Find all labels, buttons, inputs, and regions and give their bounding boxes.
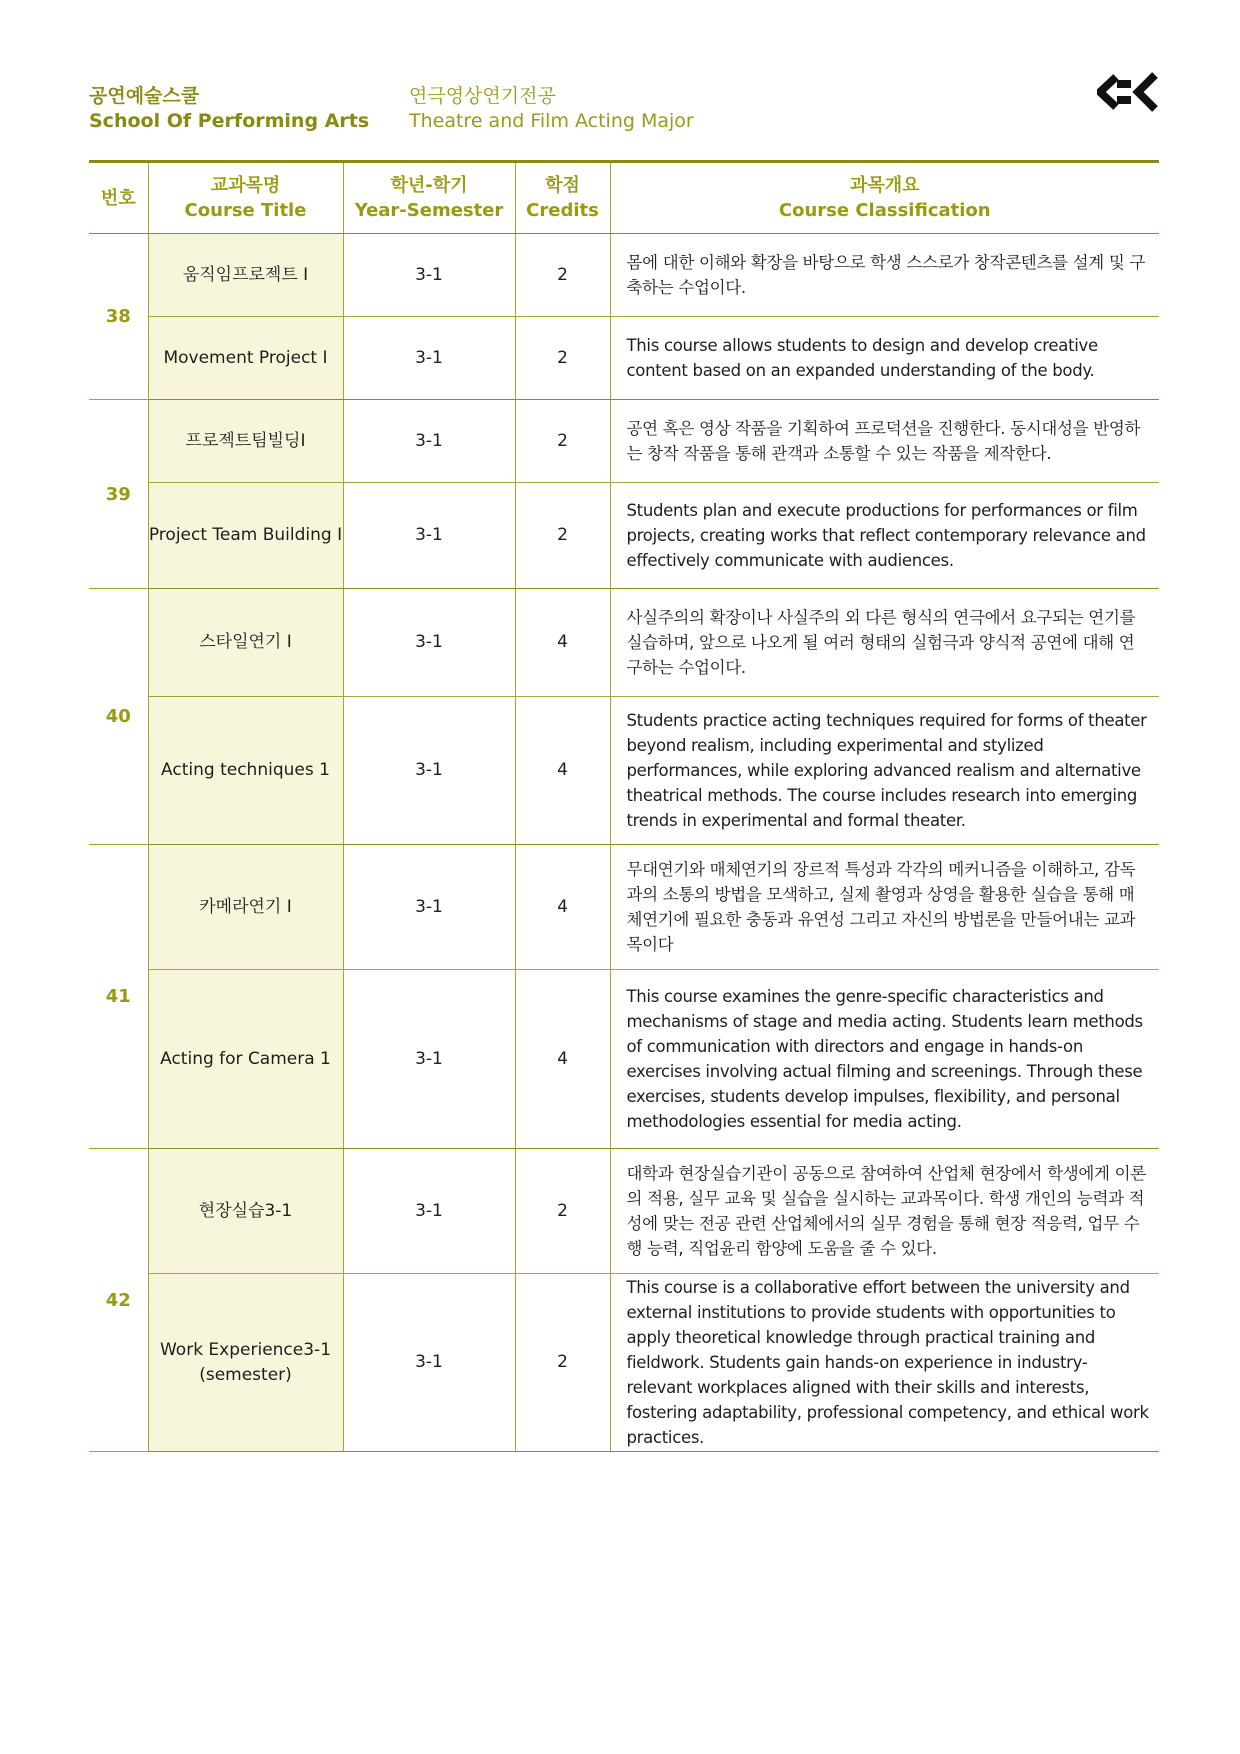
course-desc-ko: 대학과 현장실습기관이 공동으로 참여하여 산업체 현장에서 학생에게 이론의 적용, 실무 교육 및 실습을 실시하는 교과목이다. 학생 개인의 능력과 적성에 맞는 전공 관련 산업체에서의 실무 경험을 통해 현장 적응력, 업무 수행 능력, 직업윤리 함양에 도움을 줄 수 있다. [610, 1149, 1159, 1274]
table-row [89, 1149, 1159, 1274]
course-credits: 2 [515, 234, 610, 317]
course-credits: 4 [515, 845, 610, 970]
table-row [89, 697, 1159, 845]
course-semester: 3-1 [343, 400, 515, 483]
course-semester: 3-1 [343, 234, 515, 317]
major-name [409, 84, 694, 134]
course-desc-en: This course allows students to design and develop creative content based on an expanded understanding of the body. [610, 317, 1159, 400]
col-semester: 학년-학기 Year-Semester [343, 163, 515, 234]
course-number: 38 [89, 234, 148, 400]
course-credits: 2 [515, 317, 610, 400]
course-title-ko: 스타일연기 I [148, 589, 343, 697]
school-name [89, 84, 369, 134]
course-title-ko: 현장실습3-1 [148, 1149, 343, 1274]
table-row [89, 317, 1159, 400]
col-title: 교과목명 Course Title [148, 163, 343, 234]
course-credits: 4 [515, 697, 610, 845]
course-title-en: Work Experience3-1 (semester) [148, 1274, 343, 1452]
school-name-ko: 공연예술스쿨 [89, 85, 200, 107]
course-desc-ko: 무대연기와 매체연기의 장르적 특성과 각각의 메커니즘을 이해하고, 감독과의 소통의 방법을 모색하고, 실제 촬영과 상영을 활용한 실습을 통해 매체연기에 필요한 충동과 유연성 그리고 자신의 방법론을 만들어내는 교과목이다 [610, 845, 1159, 970]
course-credits: 2 [515, 400, 610, 483]
course-semester: 3-1 [343, 845, 515, 970]
course-credits: 2 [515, 1274, 610, 1452]
course-credits: 2 [515, 483, 610, 589]
course-title-ko: 카메라연기 I [148, 845, 343, 970]
major-name-en: Theatre and Film Acting Major [409, 110, 694, 132]
course-desc-en: Students practice acting techniques required for forms of theater beyond realism, including experimental and stylized performances, while exploring advanced realism and alternative theatrical methods. The course includes research into emerging trends in experimental and formal theater. [610, 697, 1159, 845]
course-title-en: Movement Project I [148, 317, 343, 400]
course-number: 39 [89, 400, 148, 589]
major-name-ko: 연극영상연기전공 [409, 85, 556, 107]
ck-logo-icon [1097, 71, 1159, 113]
course-credits: 4 [515, 589, 610, 697]
table-row [89, 970, 1159, 1149]
table-row [89, 1274, 1159, 1452]
table-row [89, 845, 1159, 970]
course-desc-en: This course examines the genre-specific characteristics and mechanisms of stage and media acting. Students learn methods of communication with directors and engage in hands-on exercises involving actual filming and screenings. Through these exercises, students develop impulses, flexibility, and personal methodologies essential for media acting. [610, 970, 1159, 1149]
course-number: 41 [89, 845, 148, 1149]
course-title-ko: 움직임프로젝트 I [148, 234, 343, 317]
course-title-en: Acting techniques 1 [148, 697, 343, 845]
course-number: 42 [89, 1149, 148, 1452]
course-number: 40 [89, 589, 148, 845]
school-name-en: School Of Performing Arts [89, 110, 370, 132]
course-desc-en: This course is a collaborative effort between the university and external institutions to provide students with opportunities to apply theoretical knowledge through practical training and fieldwork. Students gain hands-on experience in industry-relevant workplaces aligned with their skills and interests, fostering adaptability, professional competency, and ethical work practices. [610, 1274, 1159, 1452]
course-desc-ko: 공연 혹은 영상 작품을 기획하여 프로덕션을 진행한다. 동시대성을 반영하는 창작 작품을 통해 관객과 소통할 수 있는 작품을 제작한다. [610, 400, 1159, 483]
course-semester: 3-1 [343, 483, 515, 589]
course-semester: 3-1 [343, 589, 515, 697]
course-semester: 3-1 [343, 1274, 515, 1452]
col-credits: 학점 Credits [515, 163, 610, 234]
col-number: 번호 [89, 163, 148, 234]
table-row [89, 589, 1159, 697]
table-header-row [89, 163, 1159, 234]
table-row [89, 483, 1159, 589]
course-table [89, 163, 1159, 1452]
table-row [89, 400, 1159, 483]
course-title-en: Project Team Building I [148, 483, 343, 589]
course-semester: 3-1 [343, 1149, 515, 1274]
course-desc-ko: 몸에 대한 이해와 확장을 바탕으로 학생 스스로가 창작콘텐츠를 설계 및 구축하는 수업이다. [610, 234, 1159, 317]
course-semester: 3-1 [343, 697, 515, 845]
course-desc-ko: 사실주의의 확장이나 사실주의 외 다른 형식의 연극에서 요구되는 연기를 실습하며, 앞으로 나오게 될 여러 형태의 실험극과 양식적 공연에 대해 연구하는 수업이다. [610, 589, 1159, 697]
page-header [89, 84, 1159, 144]
course-semester: 3-1 [343, 317, 515, 400]
table-row [89, 234, 1159, 317]
course-credits: 4 [515, 970, 610, 1149]
course-semester: 3-1 [343, 970, 515, 1149]
course-credits: 2 [515, 1149, 610, 1274]
col-summary: 과목개요 Course Classification [610, 163, 1159, 234]
course-title-ko: 프로젝트팀빌딩I [148, 400, 343, 483]
course-desc-en: Students plan and execute productions for performances or film projects, creating works that reflect contemporary relevance and effectively communicate with audiences. [610, 483, 1159, 589]
course-title-en: Acting for Camera 1 [148, 970, 343, 1149]
